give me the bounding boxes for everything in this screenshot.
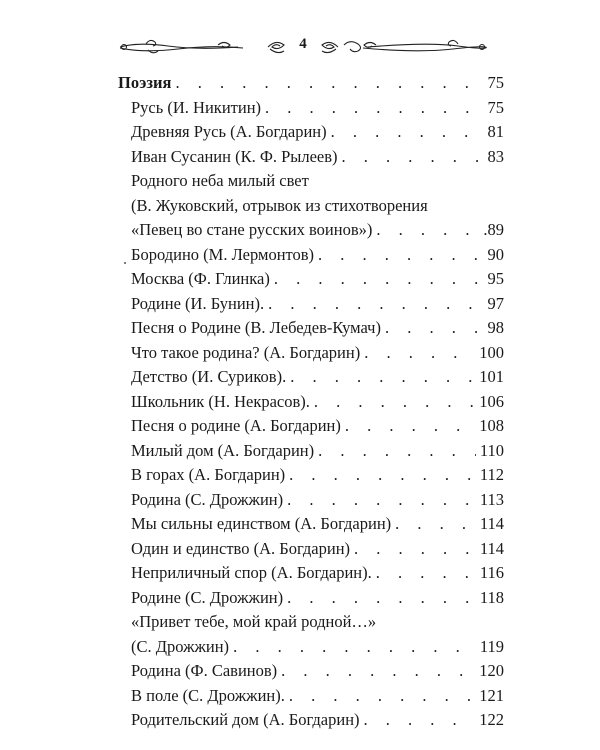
entry-page: 97 [487,293,504,313]
leader-dots [385,316,484,341]
toc-entry [118,561,504,586]
leader-dots [290,365,475,390]
section-page: 75 [487,73,504,92]
leader-dots [265,96,483,121]
toc-section-heading [118,71,504,96]
entry-title: Один и единство (А. Богдарин) [131,538,351,558]
toc-entry [118,439,504,464]
entry-title: Иван Сусанин (К. Ф. Рылеев) [131,146,338,166]
entry-page: 83 [487,146,504,166]
toc-entry [118,145,504,170]
toc-entry [118,659,504,684]
toc-entry [118,120,504,145]
leader-dots [364,341,475,366]
entry-title: Древняя Русь (А. Богдарин) [131,122,327,141]
entry-page: 122 [479,710,504,729]
entry-title: Родине (И. Бунин). [131,293,265,313]
entry-page: 95 [487,269,504,288]
entry-page: 75 [487,97,504,117]
leader-dots [175,71,483,96]
leader-dots [287,488,476,513]
leader-dots [354,537,476,562]
entry-title: Песня о Родине (В. Лебедев-Кумач) [131,318,381,337]
entry-title: Бородино (М. Лермонтов) [131,244,315,264]
leader-dots [268,292,483,317]
entry-title: В поле (С. Дрожжин). [131,685,285,705]
toc-entry [118,414,504,439]
entry-page: 81 [487,122,504,141]
toc-entry [118,684,504,709]
leader-dots [289,463,476,488]
leader-dots [318,243,483,268]
entry-title: Русь (И. Никитин) [131,97,262,117]
entry-page: 114 [479,538,504,558]
entry-title-line: (С. Дрожжин) [131,636,230,656]
entry-title-line: (В. Жуковский, отрывок из стихотворения [131,195,428,215]
leader-dots [318,439,476,464]
leader-dots [274,267,484,292]
toc-entry-last-line [131,218,504,243]
entry-page: 90 [487,244,504,264]
entry-page: 120 [479,661,504,680]
toc-entry [118,292,504,317]
entry-page: 106 [479,391,504,411]
toc-entry [118,537,504,562]
entry-title-line: «Привет тебе, мой край родной…» [131,612,377,631]
table-of-contents [118,71,504,733]
leader-dots [281,659,475,684]
toc-entry [118,708,504,733]
toc-entry [118,463,504,488]
entry-page: 100 [479,342,504,362]
entry-title: Школьник (Н. Некрасов). [131,391,310,411]
entry-title-line: Родного неба милый свет [131,171,309,190]
entry-page: 110 [479,440,504,460]
entry-page: 118 [479,587,504,607]
entry-title: Москва (Ф. Глинка) [131,269,270,288]
entry-title: Мы сильны единством (А. Богдарин) [131,514,392,533]
entry-page: 119 [479,636,504,656]
entry-page: 121 [479,685,504,705]
entry-page: 108 [479,416,504,435]
leader-dots [376,218,479,243]
leader-dots [342,145,484,170]
toc-entry [118,96,504,121]
entry-title: В горах (А. Богдарин) [131,465,286,484]
entry-page: .89 [483,220,504,239]
leader-dots [331,120,484,145]
entry-title: Милый дом (А. Богдарин) [131,440,315,460]
page-header [118,34,488,60]
entry-page: 112 [479,465,504,484]
entry-title: Песня о родине (А. Богдарин) [131,416,341,435]
toc-entry-multiline [118,169,504,243]
toc-entry [118,243,504,268]
toc-entry [118,267,504,292]
entry-title: Родина (С. Дрожжин) [131,489,284,509]
leader-dots [287,586,476,611]
toc-entry-last-line [131,635,504,660]
toc-entry [118,365,504,390]
entry-page: 116 [479,563,504,582]
entry-page: 114 [479,514,504,533]
leader-dots [233,635,476,660]
entry-title: Что такое родина? (А. Богдарин) [131,342,361,362]
entry-page: 101 [479,367,504,386]
entry-title: Родине (С. Дрожжин) [131,587,284,607]
entry-page: 113 [479,489,504,509]
entry-title: Родительский дом (А. Богдарин) [131,710,360,729]
toc-entry [118,341,504,366]
toc-entry [118,586,504,611]
entry-title: Неприличный спор (А. Богдарин). [131,563,372,582]
entry-title: Детство (И. Суриков). [131,367,287,386]
section-title: Поэзия [118,73,172,92]
toc-entry [118,316,504,341]
toc-entry [118,390,504,415]
leader-dots [345,414,475,439]
page-number: 4 [299,36,307,52]
toc-entry [118,488,504,513]
toc-entry [118,512,504,537]
entry-title: Родина (Ф. Савинов) [131,661,278,680]
toc-entry-multiline [118,610,504,659]
leader-dots [314,390,475,415]
leader-dots [376,561,476,586]
entry-page: 98 [487,318,504,337]
leader-dots [289,684,475,709]
leader-dots [364,708,476,733]
entry-title-line: «Певец во стане русских воинов») [131,220,373,239]
leader-dots [395,512,476,537]
